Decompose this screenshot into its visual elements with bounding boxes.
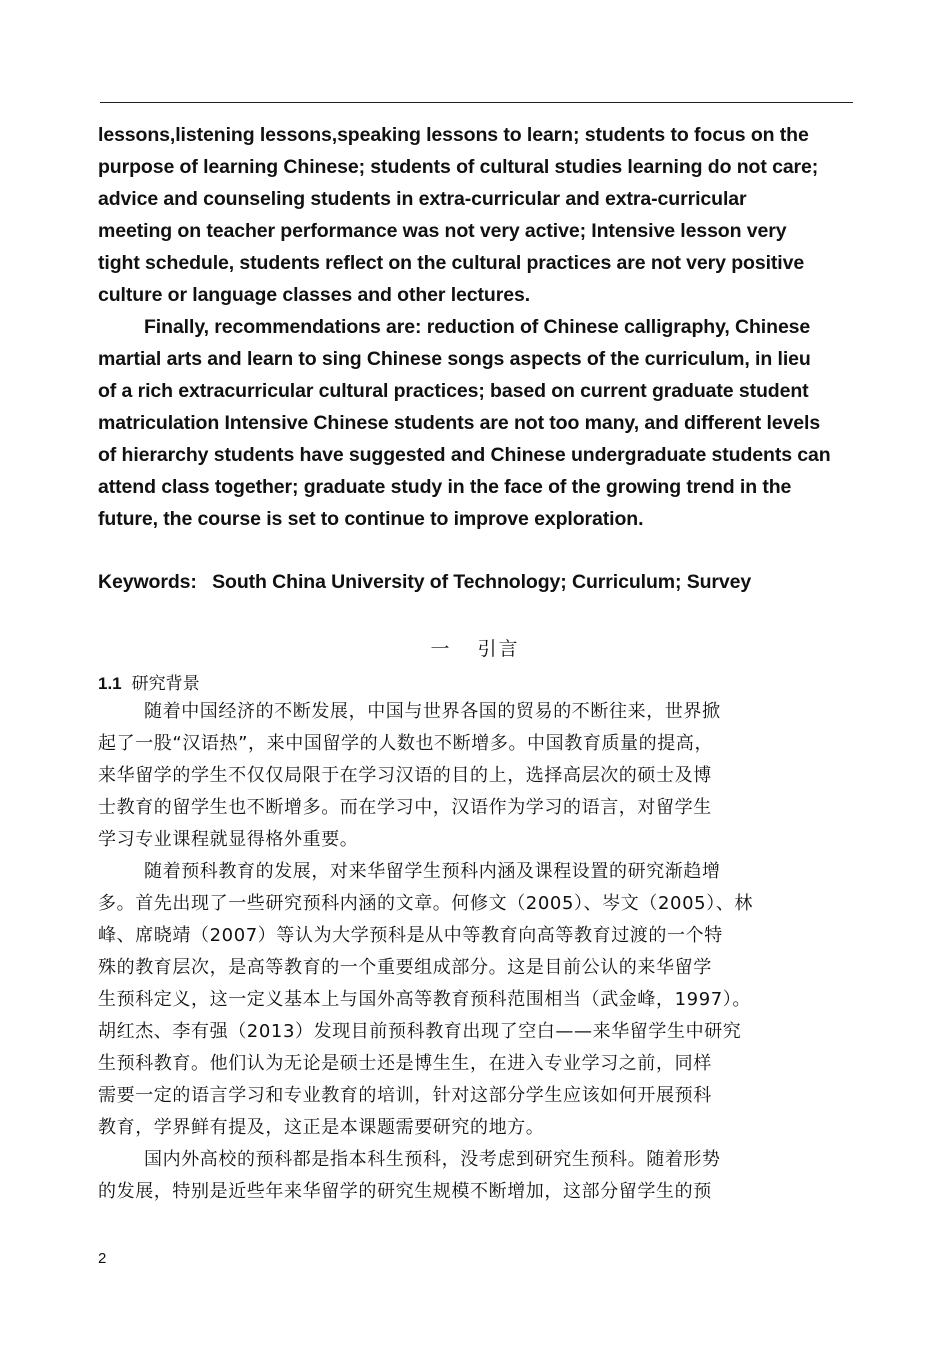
- abstract-line: martial arts and learn to sing Chinese songs aspects of the curriculum, in lieu: [98, 348, 811, 370]
- abstract-line: attend class together; graduate study in the face of the growing trend in the: [98, 476, 792, 498]
- abstract-line: of a rich extracurricular cultural practices; based on current graduate student: [98, 380, 809, 402]
- abstract-line: matriculation Intensive Chinese students are not too many, and different levels: [98, 412, 821, 434]
- body-line: 教育，学界鲜有提及，这正是本课题需要研究的地方。: [98, 1117, 545, 1138]
- abstract-line: Finally, recommendations are: reduction of Chinese calligraphy, Chinese: [144, 316, 811, 338]
- body-line: 的发展，特别是近些年来华留学的研究生规模不断增加，这部分留学生的预: [98, 1181, 712, 1202]
- chapter-title: [0, 634, 950, 661]
- section-number: 1.1: [98, 674, 122, 693]
- keywords: [98, 571, 751, 594]
- body-line: 需要一定的语言学习和专业教育的培训，针对这部分学生应该如何开展预科: [98, 1085, 712, 1106]
- abstract-line: advice and counseling students in extra-curricular and extra-curricular: [98, 188, 747, 210]
- body-line: 峰、席晓靖（2007）等认为大学预科是从中等教育向高等教育过渡的一个特: [98, 925, 723, 946]
- body-line: 生预科定义，这一定义基本上与国外高等教育预科范围相当（武金峰，1997）。: [98, 989, 752, 1010]
- abstract-line: purpose of learning Chinese; students of cultural studies learning do not care;: [98, 156, 819, 178]
- abstract-line: tight schedule, students reflect on the cultural practices are not very positive: [98, 252, 805, 274]
- body-line: 随着预科教育的发展，对来华留学生预科内涵及课程设置的研究渐趋增: [144, 861, 721, 882]
- abstract-line: lessons,listening lessons,speaking lessons to learn; students to focus on the: [98, 124, 809, 146]
- abstract-line: of hierarchy students have suggested and Chinese undergraduate students can: [98, 444, 831, 466]
- abstract-line: future, the course is set to continue to improve exploration.: [98, 508, 644, 530]
- page-number: 2: [98, 1250, 107, 1267]
- header-rule: [100, 102, 853, 103]
- keywords-text: South China University of Technology; Curriculum; Survey: [212, 571, 752, 593]
- section-title: 研究背景: [131, 674, 200, 694]
- body-line: 学习专业课程就显得格外重要。: [98, 829, 359, 850]
- body-line: 士教育的留学生也不断增多。而在学习中，汉语作为学习的语言，对留学生: [98, 797, 712, 818]
- body-line: 胡红杰、李有强（2013）发现目前预科教育出现了空白——来华留学生中研究: [98, 1021, 742, 1042]
- section-heading: [98, 669, 200, 694]
- body-line: 殊的教育层次，是高等教育的一个重要组成部分。这是目前公认的来华留学: [98, 957, 712, 978]
- body-line: 多。首先出现了一些研究预科内涵的文章。何修文（2005）、岑文（2005）、林: [98, 893, 754, 914]
- body-line: 起了一股“汉语热”，来中国留学的人数也不断增多。中国教育质量的提高，: [98, 733, 714, 754]
- chapter-title-text: 引言: [477, 638, 520, 660]
- abstract-line: meeting on teacher performance was not very active; Intensive lesson very: [98, 220, 787, 242]
- keywords-label: Keywords:: [98, 571, 197, 593]
- body-line: 随着中国经济的不断发展，中国与世界各国的贸易的不断往来，世界掀: [144, 701, 721, 722]
- body-line: 国内外高校的预科都是指本科生预科，没考虑到研究生预科。随着形势: [144, 1149, 721, 1170]
- body-line: 生预科教育。他们认为无论是硕士还是博生生，在进入专业学习之前，同样: [98, 1053, 712, 1074]
- body-line: 来华留学的学生不仅仅局限于在学习汉语的目的上，选择高层次的硕士及博: [98, 765, 712, 786]
- abstract-line: culture or language classes and other lectures.: [98, 284, 531, 306]
- chapter-number: 一: [430, 638, 452, 660]
